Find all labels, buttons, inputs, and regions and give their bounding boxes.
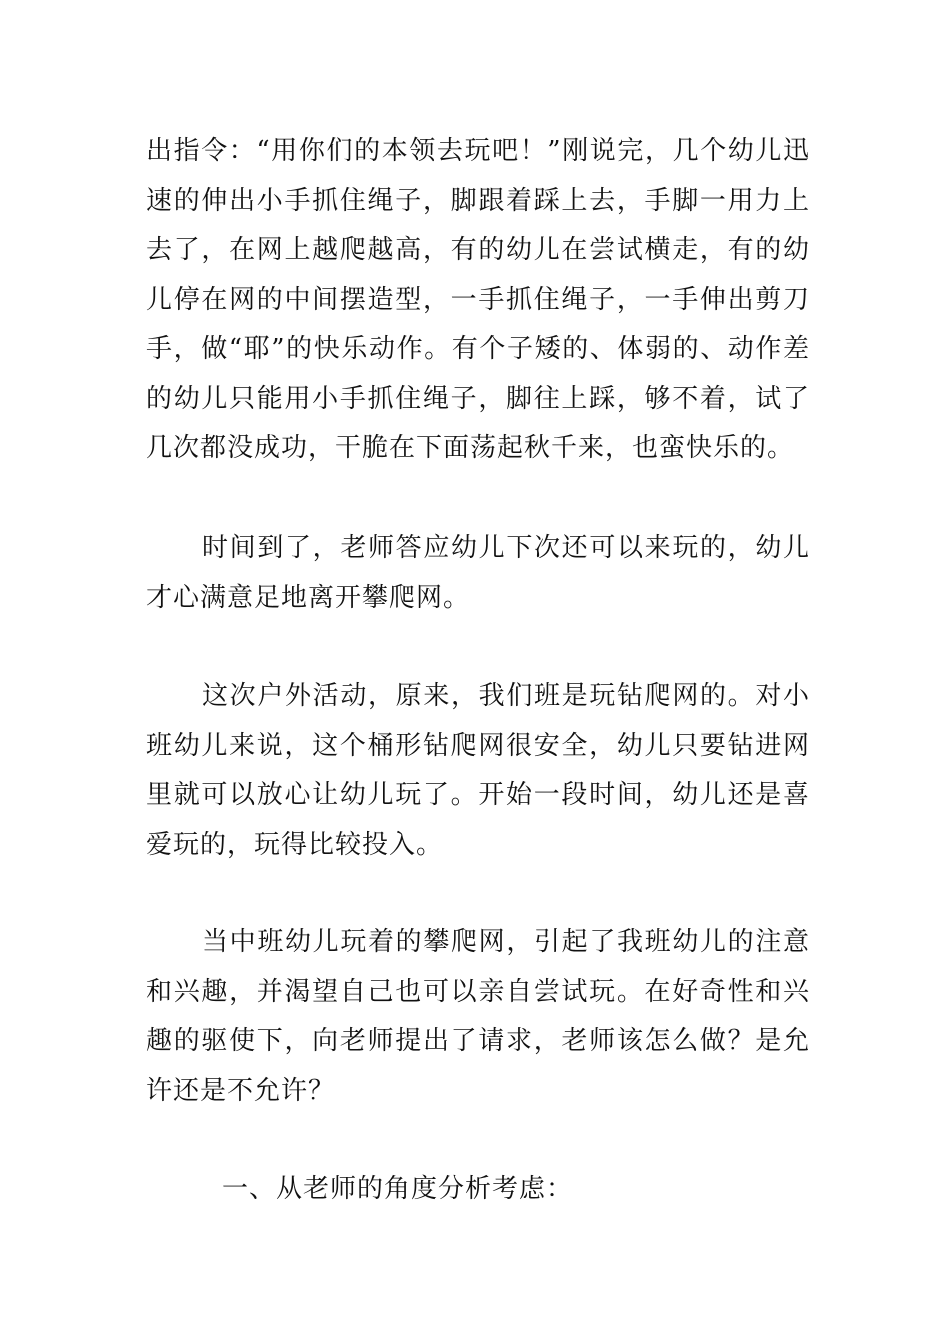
paragraph-time-up: 时间到了，老师答应幼儿下次还可以来玩的，幼儿才心满意足地离开攀爬网。 [146,533,810,613]
paragraph-climbing-net-interest: 当中班幼儿玩着的攀爬网，引起了我班幼儿的注意和兴趣，并渴望自己也可以亲自尝试玩。在好奇性和兴趣的驱使下，向老师提出了请求，老师该怎么做？是允许还是不允许？ [146,927,810,1106]
paragraph-continuation: 出指令：“用你们的本领去玩吧！”刚说完，几个幼儿迅速的伸出小手抓住绳子，脚跟着踩上去，手脚一用力上去了，在网上越爬越高，有的幼儿在尝试横走，有的幼儿停在网的中间摆造型，一手抓住绳子，一手伸出剪刀手，做“耶”的快乐动作。有个子矮的、体弱的、动作差的幼儿只能用小手抓住绳子，脚往上踩，够不着，试了几次都没成功，干脆在下面荡起秋千来，也蛮快乐的。 [146,136,810,463]
paragraph-outdoor-activity: 这次户外活动，原来，我们班是玩钻爬网的。对小班幼儿来说，这个桶形钻爬网很安全，幼儿只要钻进网里就可以放心让幼儿玩了。开始一段时间，幼儿还是喜爱玩的，玩得比较投入。 [146,681,810,860]
section-heading: 一、从老师的角度分析考虑： [222,1174,574,1204]
